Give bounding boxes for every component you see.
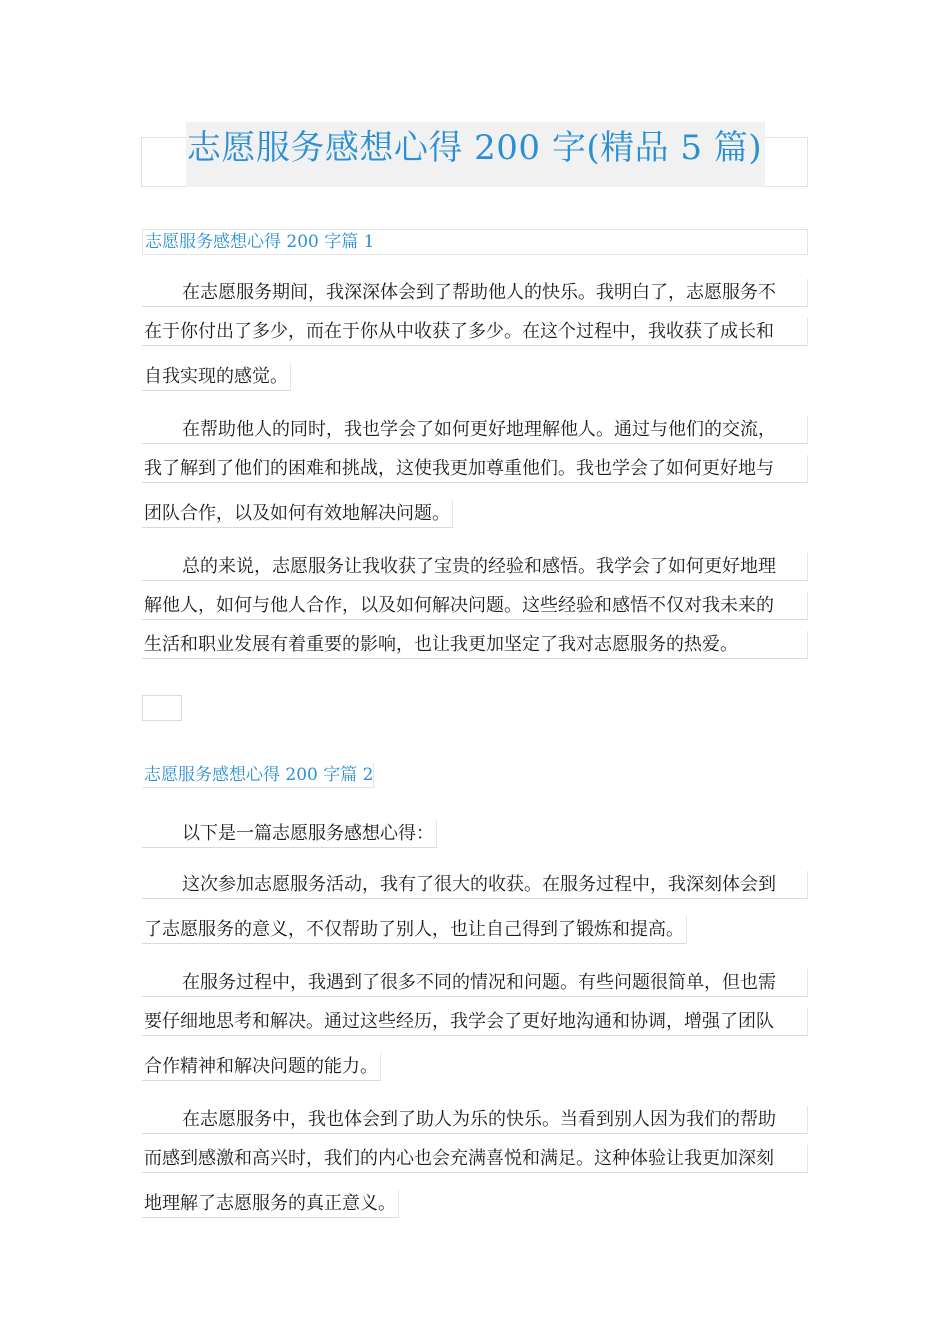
paragraph-line: 合作精神和解决问题的能力。 [142, 1047, 808, 1086]
section-1-paragraph-2 [142, 416, 808, 533]
section-1-paragraph-3 [142, 553, 808, 670]
paragraph-line: 我了解到了他们的困难和挑战，这使我更加尊重他们。我也学会了如何更好地与 [142, 455, 808, 494]
paragraph-line: 了志愿服务的意义，不仅帮助了别人，也让自己得到了锻炼和提高。 [142, 910, 808, 949]
paragraph-line: 在于你付出了多少，而在于你从中收获了多少。在这个过程中，我收获了成长和 [142, 318, 808, 357]
paragraph-line: 这次参加志愿服务活动，我有了很大的收获。在服务过程中，我深刻体会到 [142, 871, 808, 910]
document-title: 志愿服务感想心得 200 字(精品 5 篇) [186, 128, 763, 168]
empty-placeholder-box [142, 695, 182, 721]
section-2-paragraph-4 [142, 1106, 808, 1223]
paragraph-line: 而感到感激和高兴时，我们的内心也会充满喜悦和满足。这种体验让我更加深刻 [142, 1145, 808, 1184]
paragraph-line: 解他人，如何与他人合作，以及如何解决问题。这些经验和感悟不仅对我未来的 [142, 592, 808, 631]
paragraph-line: 在志愿服务中，我也体会到了助人为乐的快乐。当看到别人因为我们的帮助 [142, 1106, 808, 1145]
paragraph-line: 总的来说，志愿服务让我收获了宝贵的经验和感悟。我学会了如何更好地理 [142, 553, 808, 592]
paragraph-line: 以下是一篇志愿服务感想心得： [142, 814, 808, 853]
paragraph-line: 生活和职业发展有着重要的影响，也让我更加坚定了我对志愿服务的热爱。 [142, 631, 808, 670]
paragraph-line: 在服务过程中，我遇到了很多不同的情况和问题。有些问题很简单，但也需 [142, 969, 808, 1008]
paragraph-line: 在志愿服务期间，我深深体会到了帮助他人的快乐。我明白了，志愿服务不 [142, 279, 808, 318]
paragraph-line: 在帮助他人的同时，我也学会了如何更好地理解他人。通过与他们的交流， [142, 416, 808, 455]
section-heading-2: 志愿服务感想心得 200 字篇 2 [142, 763, 374, 788]
paragraph-line: 团队合作，以及如何有效地解决问题。 [142, 494, 808, 533]
paragraph-line: 地理解了志愿服务的真正意义。 [142, 1184, 808, 1223]
section-2-paragraph-1 [142, 814, 808, 853]
section-heading-1: 志愿服务感想心得 200 字篇 1 [142, 229, 808, 255]
paragraph-line: 自我实现的感觉。 [142, 357, 808, 396]
section-2-paragraph-3 [142, 969, 808, 1086]
section-1-paragraph-1 [142, 279, 808, 396]
section-2-paragraph-2 [142, 871, 808, 949]
paragraph-line: 要仔细地思考和解决。通过这些经历，我学会了更好地沟通和协调，增强了团队 [142, 1008, 808, 1047]
